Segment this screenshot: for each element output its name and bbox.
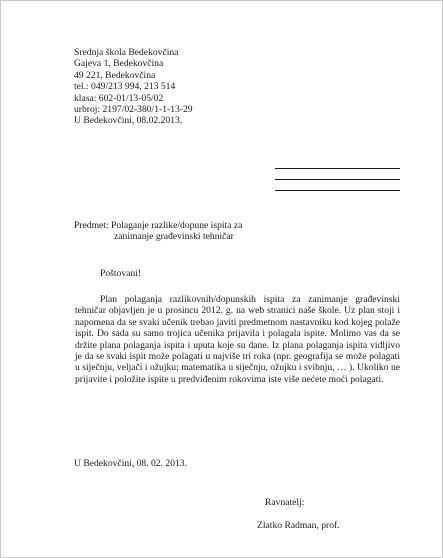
letter-header [74,47,193,127]
subject [74,220,242,243]
recipient-line [275,169,400,180]
document-class: klasa: 602-01/13-05/02 [74,92,164,104]
closing-date: U Bedekovčini, 08. 02. 2013. [74,458,187,469]
document-number: urbroj: 2197/02-380/1-1-13-29 [74,104,193,116]
director-title: Ravnatelj: [265,497,305,508]
school-phone: tel.: 049/213 994, 213 514 [74,81,176,93]
header-date: U Bedekovčini, 08.02.2013. [74,115,183,127]
subject-line-2: zanimanje građevinski tehničar [114,231,234,243]
school-address: Gajeva 1, Bedekovčina [74,58,164,70]
greeting: Poštovani! [100,268,142,279]
recipient-line [275,180,400,191]
subject-line-1: Predmet: Polaganje razlike/dopune ispita za [74,220,243,231]
school-postal: 49 221, Bedekovčina [74,69,156,81]
body-paragraph: Plan polaganja razlikovnih/dopunskih ispita za zanimanje građevinski tehničar objavljen je u prosincu 2012. g. na web stranici naše škole. Uz plan stoji i napomena da se svaki učenik trebao javiti predmetnom nastavniku kod kojeg polaže ispit. Do sada su samo trojica učenika prijavila i polagala ispite. Molimo vas da se držite plana polaganja ispita i uputa koje su dane. Iz plana polaganja ispita vidljivo je da se svaki ispit može polagati u najviše tri roka (npr. geografija se može polagati u siječnju, veljači i ožujku; matematika u siječnju, ožujku i svibnju, … ). Ukoliko ne prijavite i položite ispite u predviđenim rokovima iste više nećete moći polagati. [75,294,400,385]
director-name: Zlatko Radman, prof. [257,520,340,531]
school-name: Srednja škola Bedekovčina [74,47,179,58]
recipient-line [275,158,400,169]
recipient-lines [275,158,400,191]
